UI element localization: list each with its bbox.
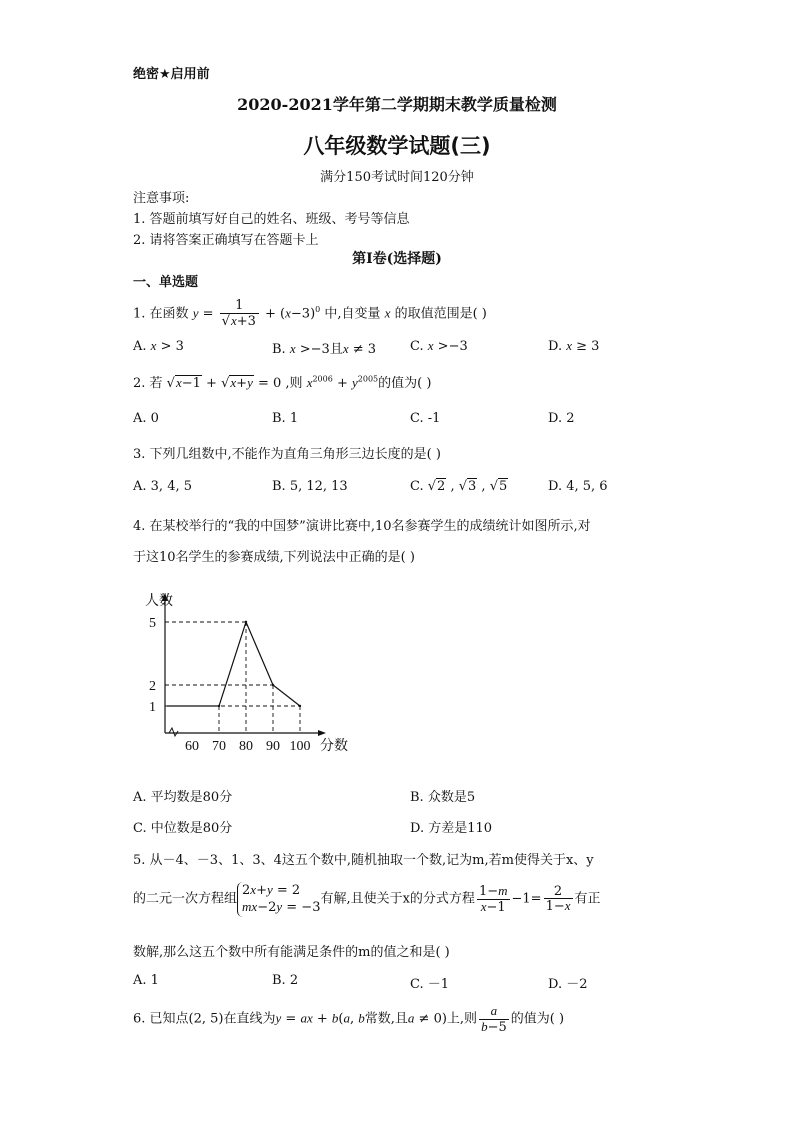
question-4-line2: 于这10名学生的参赛成绩,下列说法中正确的是( ) xyxy=(133,550,415,565)
option-a: A. 1 xyxy=(133,973,159,988)
y-tick-label: 1 xyxy=(149,700,156,715)
x-axis-label: 分数 xyxy=(320,739,348,754)
option-d: D. 4, 5, 6 xyxy=(548,479,608,494)
x-tick-label: 100 xyxy=(289,739,311,754)
option-c: C. -1 xyxy=(410,411,441,426)
secret-label: 绝密★启用前 xyxy=(133,67,210,82)
axis-break-mark xyxy=(169,728,178,736)
question-1: 1. 在函数 y = $\frac{1}{√x+3}$ + $(x-3)^0$ 中,自变量 x 的取值范围是( ) xyxy=(133,298,487,329)
section-title: 一、单选题 xyxy=(133,275,199,290)
notice-item: 1. 答题前填写好自己的姓名、班级、考号等信息 xyxy=(133,212,410,227)
y-tick-label: 5 xyxy=(149,616,156,631)
option-a: A. 平均数是80分 xyxy=(133,790,233,805)
question-4-line1: 4. 在某校举行的“我的中国梦”演讲比赛中,10名参赛学生的成绩统计如图所示,对 xyxy=(133,519,591,534)
question-5-line3: 数解,那么这五个数中所有能满足条件的m的值之和是( ) xyxy=(133,945,450,960)
page-title: 八年级数学试题(三) xyxy=(303,134,491,158)
option-d: D. －2 xyxy=(548,977,588,992)
notice-title: 注意事项: xyxy=(133,191,190,206)
option-b: B. 众数是5 xyxy=(410,790,476,805)
data-point xyxy=(272,684,274,686)
data-point xyxy=(299,705,301,707)
option-c: C. 中位数是80分 xyxy=(133,821,233,836)
option-c: C. √2 , √3 , √5 xyxy=(410,479,508,494)
question-6: 6. 已知点(2, 5)在直线为y = ax + b(a, b常数,且a ≠ 0)上,则 $\frac{a}{b-5}$ 的值为( ) xyxy=(133,1003,565,1035)
exam-info: 满分150考试时间120分钟 xyxy=(320,170,474,185)
option-a: A. 3, 4, 5 xyxy=(133,479,192,494)
data-point xyxy=(245,621,247,623)
option-c: C. －1 xyxy=(410,977,450,992)
option-b: B. x >−3且x ≠ 3 xyxy=(272,341,377,357)
option-b: B. 1 xyxy=(272,411,299,426)
exam-title: 2020-2021学年第二学期期末教学质量检测 xyxy=(237,95,557,114)
option-a: A. x > 3 xyxy=(133,338,184,354)
question-5-line1: 5. 从－4、－3、1、3、4这五个数中,随机抽取一个数,记为m,若m使得关于x、y xyxy=(133,853,594,868)
option-c: C. x >−3 xyxy=(410,338,468,354)
option-d: D. 方差是110 xyxy=(410,821,493,836)
question-3: 3. 下列几组数中,不能作为直角三角形三边长度的是( ) xyxy=(133,447,441,462)
frequency-chart xyxy=(140,585,360,760)
option-b: B. 5, 12, 13 xyxy=(272,479,348,494)
option-d: D. 2 xyxy=(548,411,575,426)
y-tick-label: 2 xyxy=(149,679,156,694)
x-axis-arrow xyxy=(318,730,326,736)
x-tick-label: 90 xyxy=(266,739,280,754)
option-a: A. 0 xyxy=(133,411,159,426)
notice-item: 2. 请将答案正确填写在答题卡上 xyxy=(133,233,319,248)
series-line xyxy=(167,622,300,706)
option-d: D. x ≥ 3 xyxy=(548,338,600,354)
part-title: 第Ⅰ卷(选择题) xyxy=(352,251,442,267)
x-tick-label: 70 xyxy=(212,739,226,754)
question-2: 2. 若 √x−1 + √x+y = 0 ,则 $x^{2006} + y^{2005}$的值为( ) xyxy=(133,374,432,391)
data-point xyxy=(218,705,220,707)
x-tick-label: 60 xyxy=(185,739,199,754)
option-b: B. 2 xyxy=(272,973,299,988)
question-5-line2: 的二元一次方程组2x+y = 2 mx−2y = −3有解,且使关于x的分式方程 $\frac{1-m}{x-1}$ −1= $\frac{2}{1-x}$ 有正 xyxy=(133,882,601,916)
x-tick-label: 80 xyxy=(239,739,253,754)
y-axis-label: 人数 xyxy=(145,594,173,609)
